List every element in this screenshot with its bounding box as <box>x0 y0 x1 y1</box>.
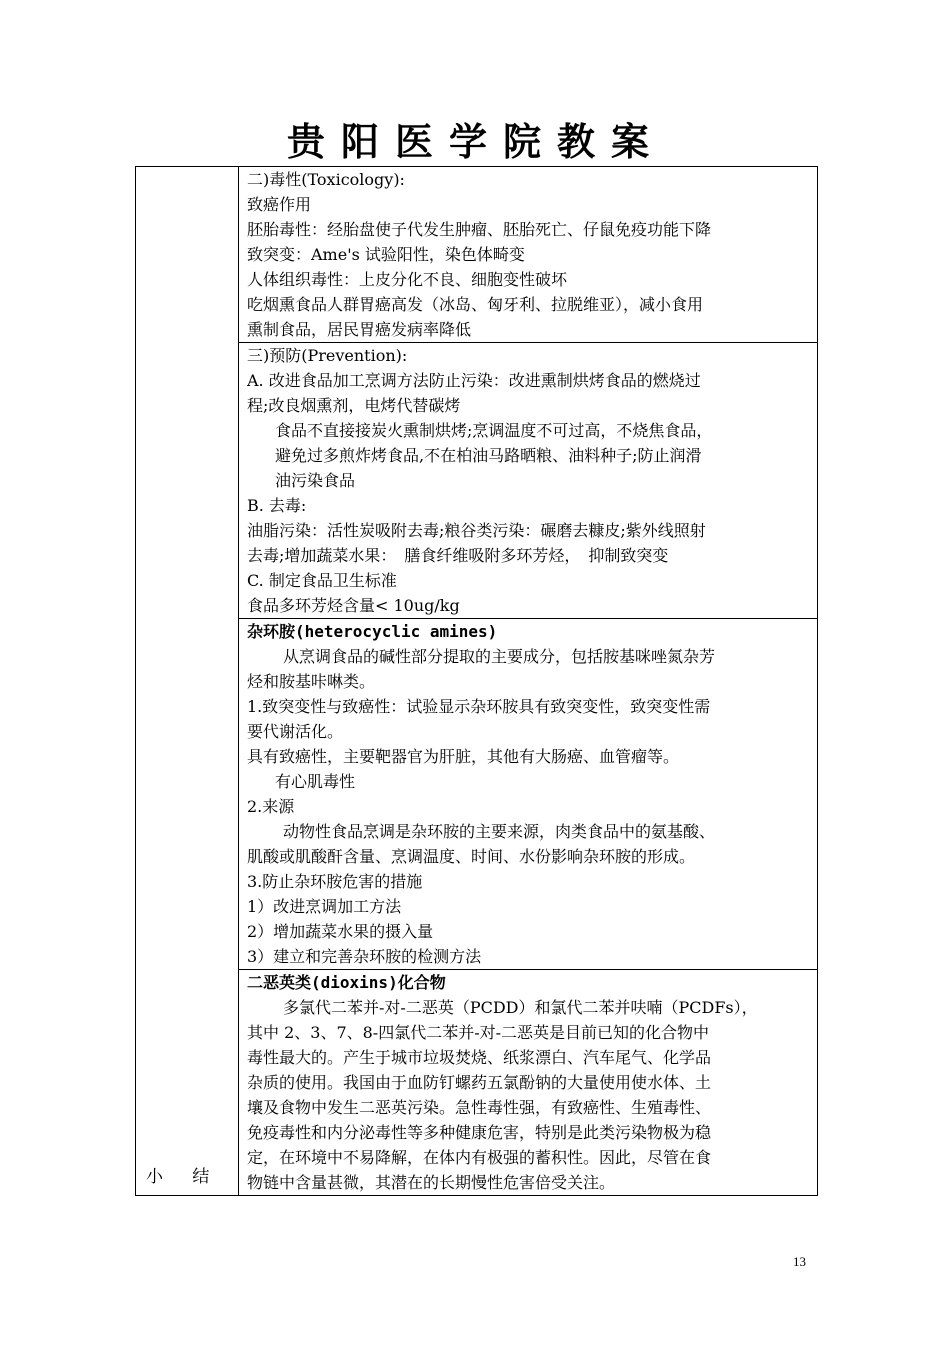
text-line: 吃烟熏食品人群胃癌高发（冰岛、匈牙利、拉脱维亚），减小食用 <box>247 295 704 314</box>
table-row <box>136 167 818 343</box>
page-number: 13 <box>793 1254 806 1269</box>
text-line: 从烹调食品的碱性部分提取的主要成分，包括胺基咪唑氮杂芳 <box>283 647 716 666</box>
section-cell-dioxins <box>239 970 818 1196</box>
text-line: 三)预防(Prevention): <box>247 346 408 365</box>
side-label: 小 结 <box>146 1167 222 1187</box>
text-line: 1.致突变性与致癌性：试验显示杂环胺具有致突变性，致突变性需 <box>247 697 711 716</box>
text-line: 程;改良烟熏剂，电烤代替碳烤 <box>247 396 461 415</box>
side-label-cell <box>136 167 239 1196</box>
text-line: 物链中含量甚微，其潜在的长期慢性危害倍受关注。 <box>247 1173 616 1192</box>
text-line: C. 制定食品卫生标准 <box>247 571 397 590</box>
text-line: 有心肌毒性 <box>275 772 356 791</box>
text-line: 多氯代二苯并-对-二恶英（PCDD）和氯代二苯并呋喃（PCDFs）， <box>283 998 758 1017</box>
text-line: 油污染食品 <box>275 471 356 490</box>
text-line: 动物性食品烹调是杂环胺的主要来源，肉类食品中的氨基酸、 <box>283 822 716 841</box>
section-cell-toxicity <box>239 167 818 343</box>
text-line: 食品不直接接炭火熏制烘烤;烹调温度不可过高，不烧焦食品， <box>275 421 713 440</box>
text-line: 其中 2、3、7、8-四氯代二苯并-对-二恶英是目前已知的化合物中 <box>247 1023 710 1042</box>
page-title: 贵阳医学院教案 <box>286 119 665 164</box>
text-line: 熏制食品，居民胃癌发病率降低 <box>247 320 472 339</box>
table-row <box>136 619 818 970</box>
text-line: A. 改进食品加工烹调方法防止污染：改进熏制烘烤食品的燃烧过 <box>247 371 701 390</box>
text-line: 胚胎毒性：经胎盘使子代发生肿瘤、胚胎死亡、仔鼠免疫功能下降 <box>247 220 712 239</box>
text-line: B. 去毒: <box>247 496 307 515</box>
text-line: 2）增加蔬菜水果的摄入量 <box>247 922 434 941</box>
text-line: 去毒;增加蔬菜水果： 膳食纤维吸附多环芳烃， 抑制致突变 <box>247 546 669 565</box>
section-cell-heterocyclic-amines <box>239 619 818 970</box>
text-line: 烃和胺基咔啉类。 <box>247 672 376 691</box>
text-line: 二恶英类(dioxins)化合物 <box>247 973 446 992</box>
text-line: 要代谢活化。 <box>247 722 344 741</box>
text-line: 杂环胺(heterocyclic amines) <box>247 622 498 641</box>
text-line: 3.防止杂环胺危害的措施 <box>247 872 423 891</box>
text-line: 免疫毒性和内分泌毒性等多种健康危害，特别是此类污染物极为稳 <box>247 1123 712 1142</box>
text-line: 致突变：Ame's 试验阳性，染色体畸变 <box>247 245 525 264</box>
text-line: 1）改进烹调加工方法 <box>247 897 402 916</box>
text-line: 食品多环芳烃含量< 10ug/kg <box>247 596 460 615</box>
text-line: 3）建立和完善杂环胺的检测方法 <box>247 947 482 966</box>
text-line: 毒性最大的。产生于城市垃圾焚烧、纸浆漂白、汽车尾气、化学品 <box>247 1048 712 1067</box>
table-row <box>136 970 818 1196</box>
text-line: 杂质的使用。我国由于血防钉螺药五氯酚钠的大量使用使水体、土 <box>247 1073 712 1092</box>
text-line: 避免过多煎炸烤食品,不在柏油马路晒粮、油料种子;防止润滑 <box>275 446 702 465</box>
section-cell-prevention <box>239 343 818 619</box>
text-line: 肌酸或肌酸酐含量、烹调温度、时间、水份影响杂环胺的形成。 <box>247 847 696 866</box>
text-line: 定，在环境中不易降解，在体内有极强的蓄积性。因此，尽管在食 <box>247 1148 712 1167</box>
text-line: 油脂污染：活性炭吸附去毒;粮谷类污染：碾磨去糠皮;紫外线照射 <box>247 521 706 540</box>
text-line: 人体组织毒性：上皮分化不良、细胞变性破坏 <box>247 270 568 289</box>
text-line: 壤及食物中发生二恶英污染。急性毒性强，有致癌性、生殖毒性、 <box>247 1098 712 1117</box>
text-line: 二)毒性(Toxicology): <box>247 170 405 189</box>
text-line: 具有致癌性，主要靶器官为肝脏，其他有大肠癌、血管瘤等。 <box>247 747 680 766</box>
table-row <box>136 343 818 619</box>
text-line: 致癌作用 <box>247 195 312 214</box>
lesson-plan-table <box>135 166 818 1196</box>
text-line: 2.来源 <box>247 797 295 816</box>
